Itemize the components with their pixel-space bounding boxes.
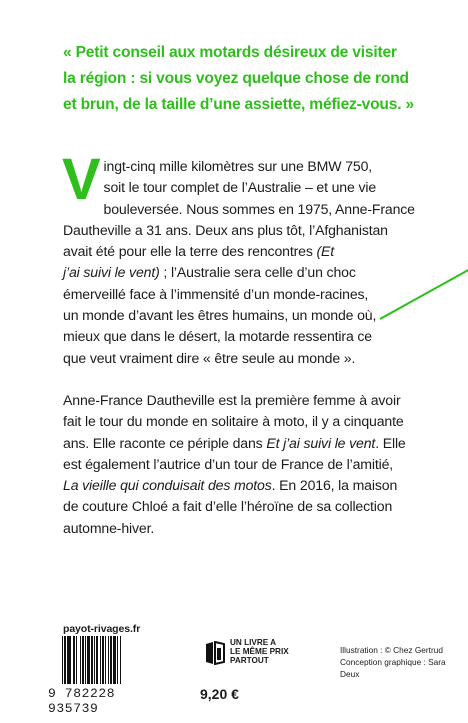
- book-title: (Et: [316, 243, 335, 260]
- bio-line: automne-hiver.: [63, 519, 155, 536]
- summary-line: [63, 241, 435, 262]
- bio-line: [63, 475, 435, 496]
- bio-text: . Elle: [375, 434, 406, 451]
- summary-line: émerveillé face à l’immensité d’un monde-racines,: [63, 285, 369, 302]
- bio-text: ans. Elle raconte ce périple dans: [63, 434, 267, 451]
- bio-line: de couture Chloé a fait d’elle l’héroïne de sa collection: [63, 498, 393, 515]
- book-title: Et j’ai suivi le vent: [266, 434, 376, 451]
- quote-line: « Petit conseil aux motards désireux de visiter: [63, 44, 397, 61]
- bio-line: [63, 433, 435, 454]
- book-price-logo-icon: [205, 641, 225, 665]
- summary-text: avait été pour elle la terre des rencontres: [63, 243, 317, 260]
- summary-line: un monde d’avant les êtres humains, un monde où,: [63, 307, 377, 324]
- drop-cap: V: [62, 147, 101, 212]
- bio-text: . En 2016, la maison: [271, 477, 398, 494]
- summary-line: bouleversée. Nous sommes en 1975, Anne-France: [103, 200, 415, 217]
- summary-line: Dautheville a 31 ans. Deux ans plus tôt, l’Afghanistan: [63, 221, 388, 238]
- summary-line: soit le tour complet de l’Australie – et une vie: [103, 179, 377, 196]
- summary-line: ingt-cinq mille kilomètres sur une BMW 750,: [103, 158, 373, 174]
- book-price-line: UN LIVRE A: [230, 638, 277, 647]
- bio-line: Anne-France Dautheville est la première femme à avoir: [63, 392, 401, 408]
- illustration-credit: Illustration : © Chez Gertrud: [340, 645, 443, 655]
- book-title: j’ai suivi le vent): [63, 264, 160, 281]
- price: 9,20 €: [200, 686, 239, 702]
- quote-line: la région : si vous voyez quelque chose de rond: [63, 70, 409, 87]
- summary-paragraph: [62, 147, 435, 369]
- summary-line: que veut vraiment dire « être seule au monde ».: [63, 349, 356, 366]
- isbn-barcode: [48, 636, 170, 716]
- summary-text: ; l’Australie sera celle d’un choc: [159, 264, 356, 281]
- design-credit: Conception graphique : Sara Deux: [340, 657, 446, 679]
- book-price-label: [230, 638, 289, 665]
- book-title: La vieille qui conduisait des motos: [63, 477, 272, 494]
- publisher-website: payot-rivages.fr: [63, 623, 141, 635]
- pull-quote: [63, 40, 431, 118]
- isbn-number: 9 782228 935739: [48, 686, 116, 716]
- bio-line: fait le tour du monde en solitaire à moto, il y a cinquante: [63, 413, 404, 430]
- summary-line: mieux que dans le désert, la motarde ressentira ce: [63, 328, 372, 345]
- barcode-bars: [62, 636, 166, 684]
- quote-line: et brun, de la taille d’une assiette, méfiez-vous. »: [63, 96, 414, 113]
- book-price-line: PARTOUT: [230, 656, 269, 665]
- summary-line: [63, 262, 435, 283]
- barcode-bar: [120, 636, 121, 684]
- book-price-line: LE MÊME PRIX: [230, 647, 289, 656]
- bio-line: est également l’autrice d’un tour de France de l’amitié,: [63, 455, 394, 472]
- credits: [340, 644, 465, 680]
- author-bio-paragraph: [63, 390, 435, 539]
